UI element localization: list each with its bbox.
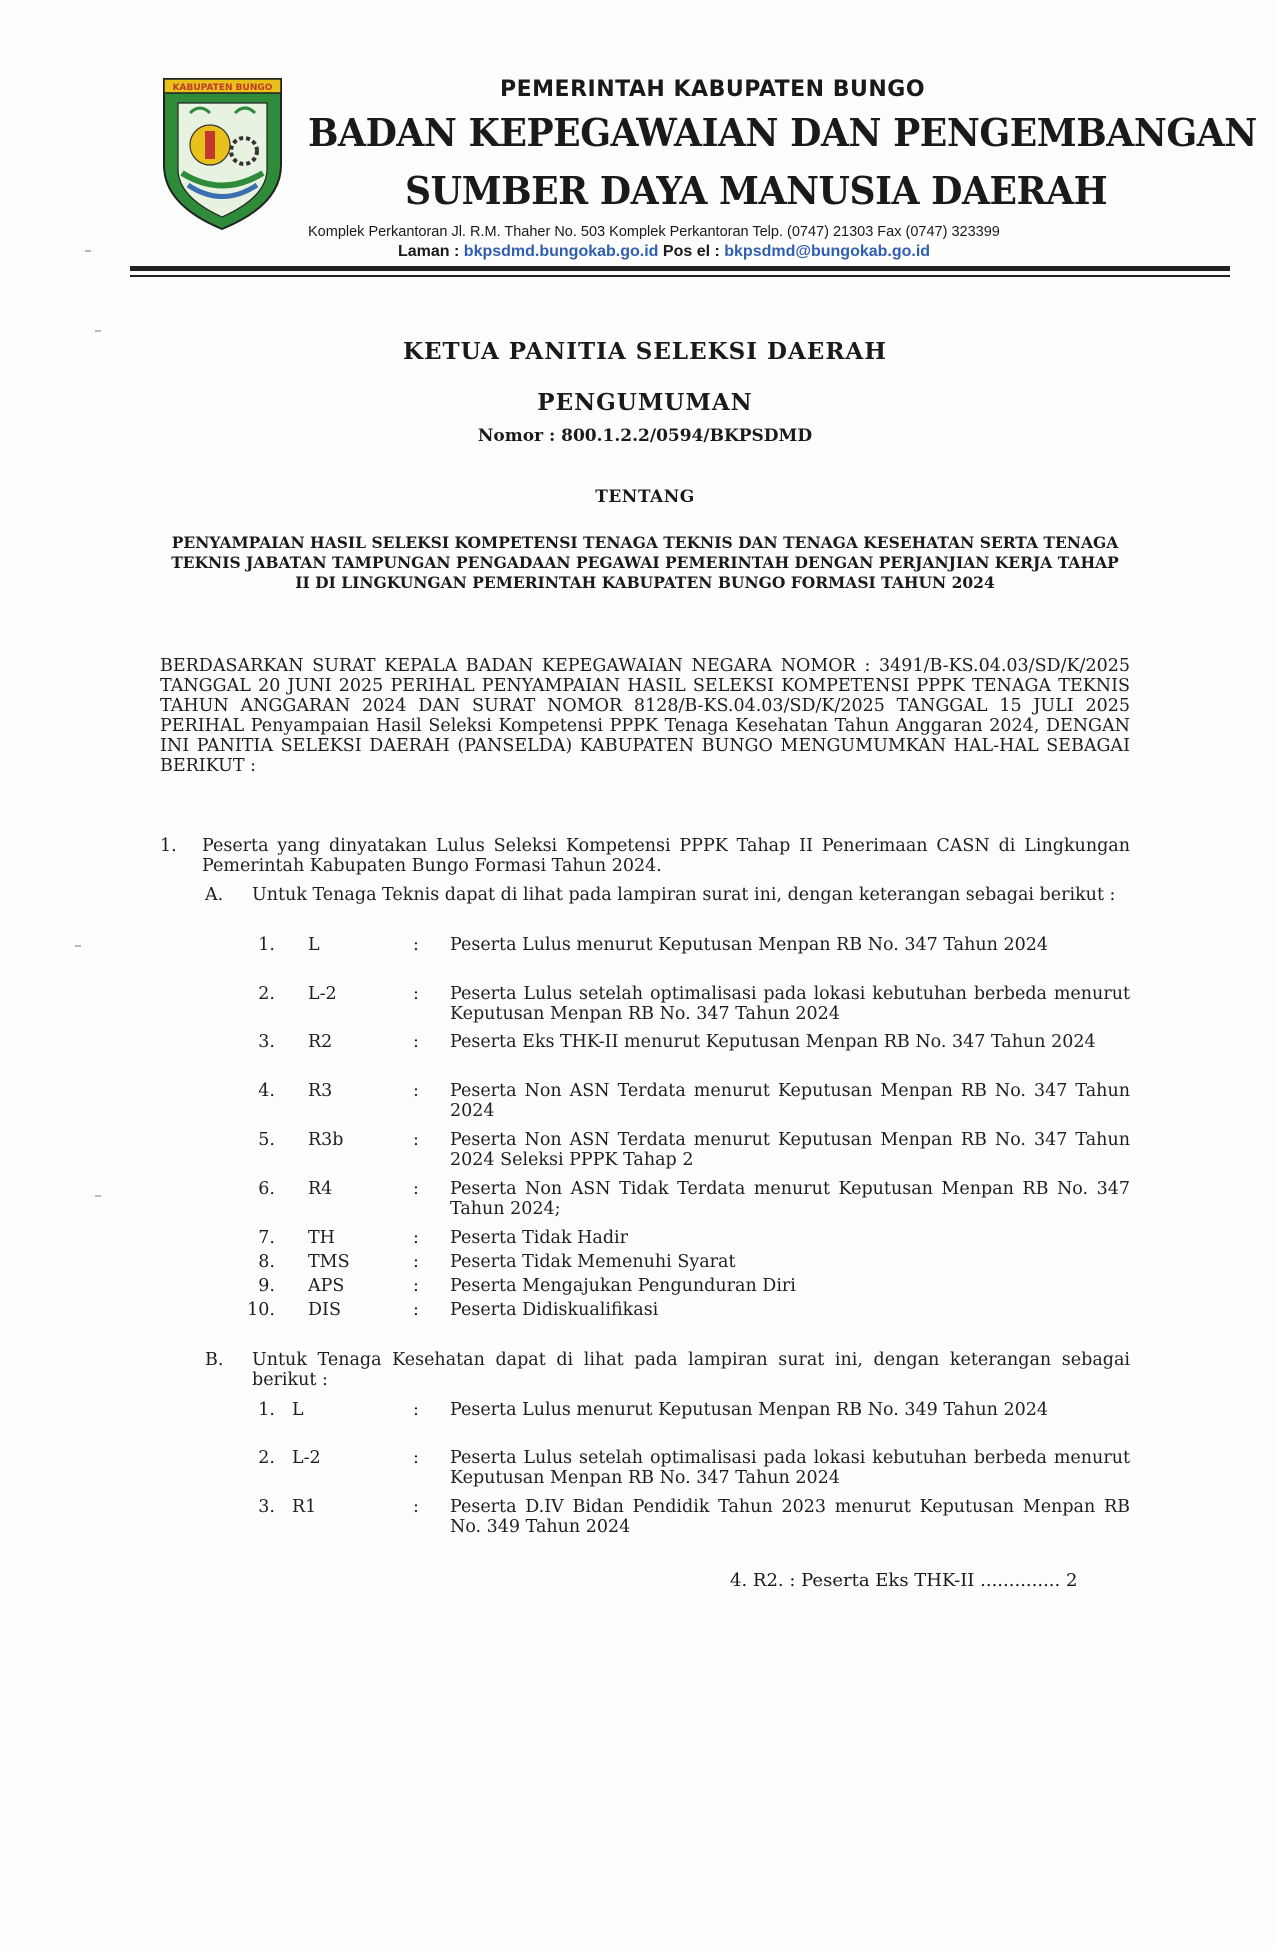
section-a-item-colon: :	[413, 1276, 419, 1296]
section-a-item-number: 9.	[258, 1276, 275, 1296]
section-b-item-code: L	[292, 1400, 304, 1420]
section-a-item-colon: :	[413, 1081, 419, 1101]
section-b-item-colon: :	[413, 1497, 419, 1517]
point-number: 1.	[160, 836, 177, 856]
section-a-item-number: 7.	[258, 1228, 275, 1248]
section-a-item-code: L-2	[308, 984, 337, 1004]
section-a-item-number: 8.	[258, 1252, 275, 1272]
document-type: PENGUMUMAN	[537, 389, 753, 416]
section-a-item-description: Peserta Lulus setelah optimalisasi pada lokasi kebutuhan berbeda menurut Keputusan Menpan RB No. 347 Tahun 2024	[450, 984, 1130, 1024]
section-a-item-description: Peserta Non ASN Tidak Terdata menurut Keputusan Menpan RB No. 347 Tahun 2024;	[450, 1179, 1130, 1219]
scan-speck	[95, 330, 101, 332]
document-number: Nomor : 800.1.2.2/0594/BKPSDMD	[477, 426, 813, 446]
regency-emblem-logo	[160, 73, 285, 233]
section-b-item-description: Peserta Lulus setelah optimalisasi pada lokasi kebutuhan berbeda menurut Keputusan Menpan RB No. 347 Tahun 2024	[450, 1448, 1130, 1488]
section-b-item-description: Peserta Lulus menurut Keputusan Menpan RB No. 349 Tahun 2024	[450, 1400, 1048, 1420]
section-b-item-colon: :	[413, 1448, 419, 1468]
section-a-item-code: APS	[308, 1276, 345, 1296]
section-a-item-number: 6.	[258, 1179, 275, 1199]
section-a-item-description: Peserta Didiskualifikasi	[450, 1300, 659, 1320]
section-a-item-number: 3.	[258, 1032, 275, 1052]
point-text: Peserta yang dinyatakan Lulus Seleksi Kompetensi PPPK Tahap II Penerimaan CASN di Lingkungan Pemerintah Kabupaten Bungo Formasi Tahun 2024.	[202, 836, 1130, 876]
section-b-label: B.	[205, 1350, 224, 1370]
scan-speck	[85, 250, 91, 252]
section-a-item-number: 10.	[247, 1300, 275, 1320]
section-a-item-description: Peserta Tidak Memenuhi Syarat	[450, 1252, 736, 1272]
section-b-item-description: Peserta D.IV Bidan Pendidik Tahun 2023 menurut Keputusan Menpan RB No. 349 Tahun 2024	[450, 1497, 1130, 1537]
email-label: Pos el :	[658, 243, 725, 260]
section-a-item-code: L	[308, 935, 320, 955]
section-a-item-colon: :	[413, 1130, 419, 1150]
section-a-item-code: R3	[308, 1081, 333, 1101]
section-a-item-description: Peserta Non ASN Terdata menurut Keputusan Menpan RB No. 347 Tahun 2024 Seleksi PPPK Tahap 2	[450, 1130, 1130, 1170]
agency-name-line2: SUMBER DAYA MANUSIA DAERAH	[405, 168, 1108, 213]
agency-address: Komplek Perkantoran Jl. R.M. Thaher No. 503 Komplek Perkantoran Telp. (0747) 21303 Fax (0747) 323399	[308, 224, 1000, 240]
section-b-item-number: 1.	[258, 1400, 275, 1420]
letterhead-divider-thick	[130, 266, 1230, 271]
letterhead-divider-thin	[130, 275, 1230, 277]
section-a-item-code: TMS	[308, 1252, 350, 1272]
intro-paragraph: BERDASARKAN SURAT KEPALA BADAN KEPEGAWAIAN NEGARA NOMOR : 3491/B-KS.04.03/SD/K/2025 TANGGAL 20 JUNI 2025 PERIHAL PENYAMPAIAN HASIL SELEKSI KOMPETENSI PPPK TENAGA TEKNIS TAHUN ANGGARAN 2024 DAN SURAT NOMOR 8128/B-KS.04.03/SD/K/2025 TANGGAL 15 JULI 2025 PERIHAL Penyampaian Hasil Seleksi Kompetensi PPPK Tenaga Kesehatan Tahun Anggaran 2024, DENGAN INI PANITIA SELEKSI DAERAH (PANSELDA) KABUPATEN BUNGO MENGUMUMKAN HAL-HAL SEBAGAI BERIKUT :	[160, 656, 1130, 776]
section-a-item-description: Peserta Lulus menurut Keputusan Menpan RB No. 347 Tahun 2024	[450, 935, 1048, 955]
agency-name-line1: BADAN KEPEGAWAIAN DAN PENGEMBANGAN	[308, 110, 1257, 155]
section-a-item-colon: :	[413, 1300, 419, 1320]
section-b-item-code: L-2	[292, 1448, 321, 1468]
section-a-item-colon: :	[413, 1228, 419, 1248]
government-name: PEMERINTAH KABUPATEN BUNGO	[500, 77, 926, 102]
section-a-item-number: 4.	[258, 1081, 275, 1101]
about-label: TENTANG	[595, 487, 695, 507]
section-a-item-colon: :	[413, 1179, 419, 1199]
email-link[interactable]: bkpsdmd@bungokab.go.id	[724, 243, 931, 260]
section-a-item-code: R4	[308, 1179, 333, 1199]
section-b-item-code: R1	[292, 1497, 317, 1517]
section-a-item-number: 1.	[258, 935, 275, 955]
section-a-item-colon: :	[413, 1252, 419, 1272]
section-a-item-colon: :	[413, 984, 419, 1004]
section-a-item-code: TH	[308, 1228, 335, 1248]
logo-banner-text: KABUPATEN BUNGO	[172, 83, 273, 93]
section-a-item-colon: :	[413, 1032, 419, 1052]
section-a-item-description: Peserta Eks THK-II menurut Keputusan Menpan RB No. 347 Tahun 2024	[450, 1032, 1096, 1052]
scan-speck	[95, 1195, 101, 1197]
section-a-item-description: Peserta Mengajukan Pengunduran Diri	[450, 1276, 796, 1296]
section-a-item-code: R2	[308, 1032, 333, 1052]
section-a-item-colon: :	[413, 935, 419, 955]
section-a-label: A.	[205, 885, 224, 905]
scan-speck	[75, 945, 81, 947]
agency-contact	[398, 243, 930, 261]
website-link[interactable]: bkpsdmd.bungokab.go.id	[463, 243, 659, 260]
document-subject: PENYAMPAIAN HASIL SELEKSI KOMPETENSI TENAGA TEKNIS DAN TENAGA KESEHATAN SERTA TENAGA TEKNIS JABATAN TAMPUNGAN PENGADAAN PEGAWAI PEMERINTAH DENGAN PERJANJIAN KERJA TAHAP II DI LINGKUNGAN PEMERINTAH KABUPATEN BUNGO FORMASI TAHUN 2024	[171, 533, 1119, 592]
section-b-item-colon: :	[413, 1400, 419, 1420]
section-a-item-number: 5.	[258, 1130, 275, 1150]
section-b-text: Untuk Tenaga Kesehatan dapat di lihat pada lampiran surat ini, dengan keterangan sebagai berikut :	[252, 1350, 1130, 1390]
issuer-title: KETUA PANITIA SELEKSI DAERAH	[402, 338, 888, 365]
section-a-item-number: 2.	[258, 984, 275, 1004]
section-a-item-code: DIS	[308, 1300, 341, 1320]
section-a-item-description: Peserta Tidak Hadir	[450, 1228, 629, 1248]
section-a-item-description: Peserta Non ASN Terdata menurut Keputusan Menpan RB No. 347 Tahun 2024	[450, 1081, 1130, 1121]
section-a-text: Untuk Tenaga Teknis dapat di lihat pada lampiran surat ini, dengan keterangan sebagai berikut :	[252, 885, 1116, 905]
web-label: Laman :	[398, 243, 464, 260]
continuation-note: 4. R2. : Peserta Eks THK-II .............. 2	[730, 1570, 1078, 1591]
section-b-item-number: 2.	[258, 1448, 275, 1468]
section-b-item-number: 3.	[258, 1497, 275, 1517]
section-a-item-code: R3b	[308, 1130, 344, 1150]
